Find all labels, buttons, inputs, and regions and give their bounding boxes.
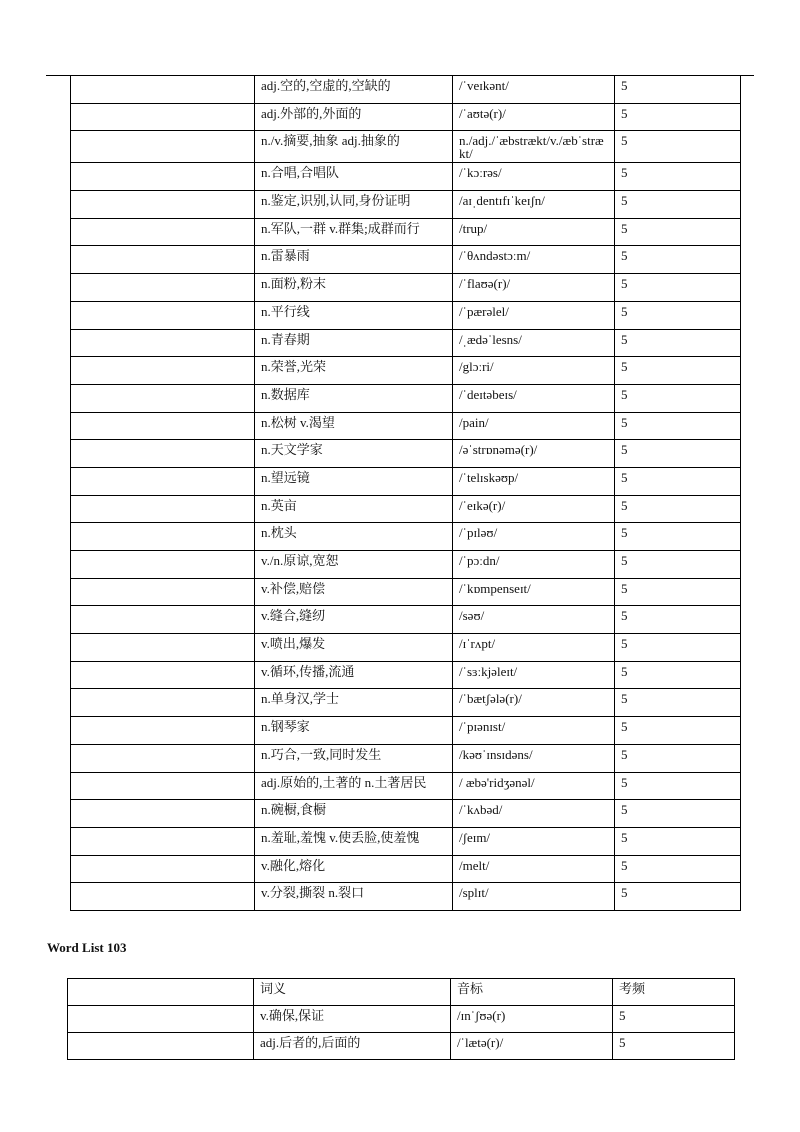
table-row <box>71 827 741 855</box>
table-row <box>71 384 741 412</box>
meaning-cell: n.天文学家 <box>255 440 453 468</box>
word-cell <box>71 495 255 523</box>
word-cell <box>71 357 255 385</box>
word-cell <box>71 827 255 855</box>
phonetic-cell: /ɪˈrʌpt/ <box>453 634 615 662</box>
table-row <box>71 551 741 579</box>
meaning-cell: v.缝合,缝纫 <box>255 606 453 634</box>
word-cell <box>71 883 255 911</box>
frequency-cell: 5 <box>615 523 741 551</box>
meaning-cell: adj.空的,空虚的,空缺的 <box>255 76 453 104</box>
frequency-cell: 5 <box>615 440 741 468</box>
word-table-103 <box>67 978 735 1060</box>
meaning-cell: n./v.摘要,抽象 adj.抽象的 <box>255 131 453 163</box>
table-row <box>71 274 741 302</box>
phonetic-cell: /ˈpɪləʊ/ <box>453 523 615 551</box>
phonetic-cell: n./adj./ˈæbstrækt/v./æbˈstrækt/ <box>453 131 615 163</box>
frequency-cell: 5 <box>615 467 741 495</box>
phonetic-cell: /ʃeɪm/ <box>453 827 615 855</box>
frequency-cell: 5 <box>615 274 741 302</box>
word-cell <box>68 1033 254 1060</box>
phonetic-cell: /aɪˌdentɪfɪˈkeɪʃn/ <box>453 191 615 219</box>
frequency-cell: 5 <box>615 384 741 412</box>
phonetic-cell: / æbə'ridʒənəl/ <box>453 772 615 800</box>
meaning-cell: n.松树 v.渴望 <box>255 412 453 440</box>
meaning-cell: adj.后者的,后面的 <box>254 1033 451 1060</box>
phonetic-cell: /ˈpærəlel/ <box>453 301 615 329</box>
frequency-cell: 5 <box>615 744 741 772</box>
word-cell <box>71 246 255 274</box>
meaning-cell: n.巧合,一致,同时发生 <box>255 744 453 772</box>
meaning-cell: n.雷暴雨 <box>255 246 453 274</box>
meaning-cell: n.钢琴家 <box>255 717 453 745</box>
phonetic-cell: /ˈdeɪtəbeɪs/ <box>453 384 615 412</box>
phonetic-cell: /ˈflaʊə(r)/ <box>453 274 615 302</box>
word-cell <box>71 103 255 131</box>
word-cell <box>71 218 255 246</box>
table-header-row <box>68 979 735 1006</box>
frequency-cell: 5 <box>615 661 741 689</box>
word-cell <box>71 800 255 828</box>
table-row <box>71 800 741 828</box>
word-cell <box>71 744 255 772</box>
word-cell <box>71 131 255 163</box>
table-row <box>71 301 741 329</box>
table-row <box>71 495 741 523</box>
meaning-cell: v.融化,熔化 <box>255 855 453 883</box>
frequency-cell: 5 <box>615 76 741 104</box>
word-cell <box>71 301 255 329</box>
meaning-cell: n.碗橱,食橱 <box>255 800 453 828</box>
phonetic-cell: /ˈlætə(r)/ <box>451 1033 613 1060</box>
table-row <box>71 163 741 191</box>
table-row <box>71 634 741 662</box>
header-meaning: 词义 <box>254 979 451 1006</box>
phonetic-cell: /ɪnˈʃʊə(r) <box>451 1006 613 1033</box>
table-row <box>71 412 741 440</box>
meaning-cell: n.青春期 <box>255 329 453 357</box>
table-row <box>71 689 741 717</box>
meaning-cell: v.喷出,爆发 <box>255 634 453 662</box>
frequency-cell: 5 <box>615 495 741 523</box>
frequency-cell: 5 <box>615 191 741 219</box>
table-row <box>71 440 741 468</box>
phonetic-cell: /ˈpɔːdn/ <box>453 551 615 579</box>
table-row <box>71 246 741 274</box>
table-row <box>71 191 741 219</box>
meaning-cell: n.荣誉,光荣 <box>255 357 453 385</box>
meaning-cell: n.羞耻,羞愧 v.使丢脸,使羞愧 <box>255 827 453 855</box>
frequency-cell: 5 <box>615 827 741 855</box>
word-cell <box>71 606 255 634</box>
phonetic-cell: /ˈsɜːkjəleɪt/ <box>453 661 615 689</box>
table-row <box>71 218 741 246</box>
table-row <box>71 855 741 883</box>
meaning-cell: v.补偿,赔偿 <box>255 578 453 606</box>
meaning-cell: n.合唱,合唱队 <box>255 163 453 191</box>
word-cell <box>71 661 255 689</box>
meaning-cell: n.单身汉,学士 <box>255 689 453 717</box>
table-row <box>71 131 741 163</box>
table-row <box>71 523 741 551</box>
table-row <box>71 883 741 911</box>
frequency-cell: 5 <box>615 357 741 385</box>
frequency-cell: 5 <box>615 218 741 246</box>
meaning-cell: n.枕头 <box>255 523 453 551</box>
phonetic-cell: /splɪt/ <box>453 883 615 911</box>
table-row <box>71 103 741 131</box>
phonetic-cell: /ˈbætʃələ(r)/ <box>453 689 615 717</box>
table-row <box>71 578 741 606</box>
frequency-cell: 5 <box>615 772 741 800</box>
section-title: Word List 103 <box>47 940 127 955</box>
phonetic-cell: /ˈkʌbəd/ <box>453 800 615 828</box>
word-cell <box>71 634 255 662</box>
phonetic-cell: /ˈkɒmpenseɪt/ <box>453 578 615 606</box>
meaning-cell: n.平行线 <box>255 301 453 329</box>
phonetic-cell: /ˈeɪkə(r)/ <box>453 495 615 523</box>
phonetic-cell: /əˈstrɒnəmə(r)/ <box>453 440 615 468</box>
frequency-cell: 5 <box>613 1033 735 1060</box>
meaning-cell: n.面粉,粉末 <box>255 274 453 302</box>
table-row <box>71 717 741 745</box>
word-cell <box>71 578 255 606</box>
meaning-cell: n.英亩 <box>255 495 453 523</box>
phonetic-cell: /trup/ <box>453 218 615 246</box>
table-row <box>71 772 741 800</box>
frequency-cell: 5 <box>615 246 741 274</box>
table-row <box>71 76 741 104</box>
frequency-cell: 5 <box>615 329 741 357</box>
header-frequency: 考频 <box>613 979 735 1006</box>
word-cell <box>71 191 255 219</box>
word-cell <box>71 163 255 191</box>
frequency-cell: 5 <box>615 103 741 131</box>
phonetic-cell: /ˈpɪənɪst/ <box>453 717 615 745</box>
table-row <box>71 661 741 689</box>
table-row <box>68 1006 735 1033</box>
meaning-cell: adj.原始的,土著的 n.土著居民 <box>255 772 453 800</box>
frequency-cell: 5 <box>615 689 741 717</box>
frequency-cell: 5 <box>613 1006 735 1033</box>
phonetic-cell: /ˈaʊtə(r)/ <box>453 103 615 131</box>
table-row <box>71 606 741 634</box>
word-table-102 <box>70 75 741 911</box>
table-row <box>71 357 741 385</box>
meaning-cell: adj.外部的,外面的 <box>255 103 453 131</box>
word-cell <box>71 523 255 551</box>
frequency-cell: 5 <box>615 606 741 634</box>
frequency-cell: 5 <box>615 717 741 745</box>
word-cell <box>71 717 255 745</box>
header-phonetic: 音标 <box>451 979 613 1006</box>
frequency-cell: 5 <box>615 800 741 828</box>
word-cell <box>71 689 255 717</box>
word-cell <box>71 551 255 579</box>
word-cell <box>71 440 255 468</box>
phonetic-cell: /ˈkɔːrəs/ <box>453 163 615 191</box>
word-cell <box>68 1006 254 1033</box>
phonetic-cell: /ˈveɪkənt/ <box>453 76 615 104</box>
word-cell <box>71 76 255 104</box>
phonetic-cell: /ˈtelɪskəʊp/ <box>453 467 615 495</box>
word-cell <box>71 274 255 302</box>
word-cell <box>71 855 255 883</box>
meaning-cell: v.分裂,撕裂 n.裂口 <box>255 883 453 911</box>
table-row <box>71 744 741 772</box>
word-cell <box>71 329 255 357</box>
word-table-body <box>71 76 741 911</box>
meaning-cell: n.望远镜 <box>255 467 453 495</box>
meaning-cell: n.数据库 <box>255 384 453 412</box>
frequency-cell: 5 <box>615 301 741 329</box>
word-table-body <box>68 979 735 1060</box>
word-cell <box>71 467 255 495</box>
meaning-cell: n.军队,一群 v.群集;成群而行 <box>255 218 453 246</box>
frequency-cell: 5 <box>615 634 741 662</box>
table-row <box>71 329 741 357</box>
frequency-cell: 5 <box>615 412 741 440</box>
phonetic-cell: /glɔːri/ <box>453 357 615 385</box>
frequency-cell: 5 <box>615 883 741 911</box>
frequency-cell: 5 <box>615 163 741 191</box>
frequency-cell: 5 <box>615 131 741 163</box>
phonetic-cell: /ˌædəˈlesns/ <box>453 329 615 357</box>
frequency-cell: 5 <box>615 551 741 579</box>
meaning-cell: v.确保,保证 <box>254 1006 451 1033</box>
word-cell <box>71 772 255 800</box>
word-cell <box>71 384 255 412</box>
phonetic-cell: /kəʊˈɪnsɪdəns/ <box>453 744 615 772</box>
meaning-cell: n.鉴定,识别,认同,身份证明 <box>255 191 453 219</box>
table-row <box>68 1033 735 1060</box>
frequency-cell: 5 <box>615 578 741 606</box>
phonetic-cell: /ˈθʌndəstɔːm/ <box>453 246 615 274</box>
phonetic-cell: /melt/ <box>453 855 615 883</box>
meaning-cell: v./n.原谅,宽恕 <box>255 551 453 579</box>
word-cell <box>71 412 255 440</box>
frequency-cell: 5 <box>615 855 741 883</box>
meaning-cell: v.循环,传播,流通 <box>255 661 453 689</box>
phonetic-cell: /pain/ <box>453 412 615 440</box>
word-cell <box>68 979 254 1006</box>
phonetic-cell: /səʊ/ <box>453 606 615 634</box>
table-row <box>71 467 741 495</box>
